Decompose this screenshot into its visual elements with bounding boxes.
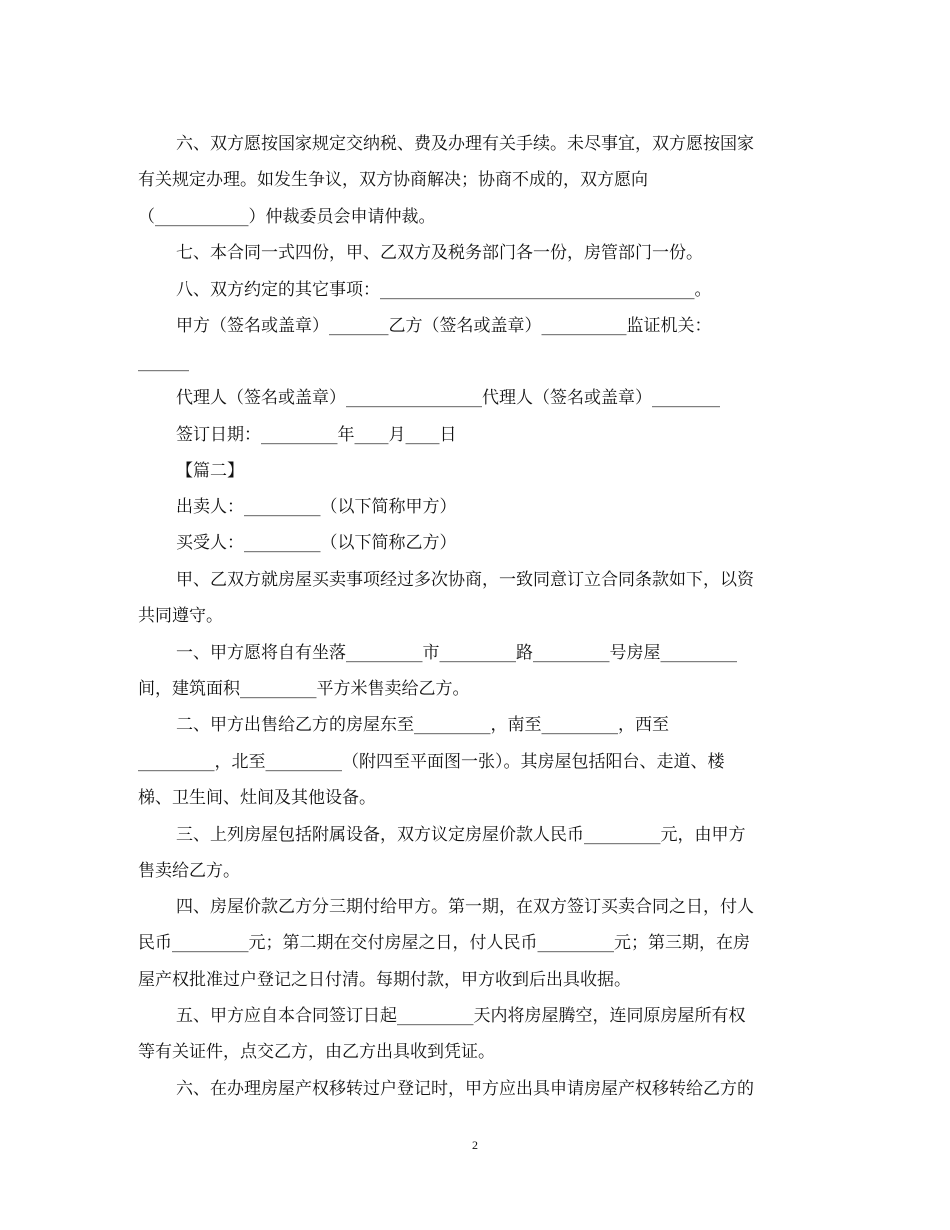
text-line: 三、上列房屋包括附属设备，双方议定房屋价款人民币_________元，由甲方 <box>176 825 746 845</box>
text-line: 六、双方愿按国家规定交纳税、费及办理有关手续。未尽事宜，双方愿按国家 <box>176 134 754 154</box>
text-line: 甲方（签名或盖章）_______乙方（签名或盖章）__________监证机关： <box>176 316 712 336</box>
text-line: 代理人（签名或盖章）________________代理人（签名或盖章）________ <box>176 388 720 408</box>
text-line: _________，北至_________（附四至平面图一张）。其房屋包括阳台、走道、楼 <box>138 752 725 772</box>
text-line: 等有关证件，点交乙方，由乙方出具收到凭证。 <box>138 1042 495 1062</box>
text-line: 买受人：_________（以下简称乙方） <box>176 533 457 553</box>
text-line: 共同遵守。 <box>138 606 223 626</box>
text-line: 有关规定办理。如发生争议，双方协商解决；协商不成的，双方愿向 <box>138 170 648 190</box>
text-line: 出卖人：_________（以下简称甲方） <box>176 497 457 517</box>
text-line: 售卖给乙方。 <box>138 861 240 881</box>
text-line: 梯、卫生间、灶间及其他设备。 <box>138 788 376 808</box>
text-line: 四、房屋价款乙方分三期付给甲方。第一期，在双方签订买卖合同之日，付人 <box>176 897 754 917</box>
text-line: 七、本合同一式四份，甲、乙双方及税务部门各一份，房管部门一份。 <box>176 243 703 263</box>
text-line: ______ <box>138 352 189 372</box>
text-line: （___________）仲裁委员会申请仲裁。 <box>138 207 436 227</box>
page-number: 2 <box>472 1138 478 1152</box>
text-line: 屋产权批准过户登记之日付清。每期付款，甲方收到后出具收据。 <box>138 970 631 990</box>
section-heading: 【篇二】 <box>176 461 244 481</box>
text-line: 八、双方约定的其它事项：_____________________________________。 <box>176 280 712 300</box>
text-line: 间，建筑面积_________平方米售卖给乙方。 <box>138 679 470 699</box>
text-line: 一、甲方愿将自有坐落_________市_________路_________号房屋_________ <box>176 643 737 663</box>
text-line: 民币_________元；第二期在交付房屋之日，付人民币_________元；第三期，在房 <box>138 933 750 953</box>
text-line: 甲、乙双方就房屋买卖事项经过多次协商，一致同意订立合同条款如下，以资 <box>176 570 754 590</box>
text-line: 二、甲方出售给乙方的房屋东至_________，南至_________，西至 <box>176 715 669 735</box>
text-line: 六、在办理房屋产权移转过户登记时，甲方应出具申请房屋产权移转给乙方的 <box>176 1079 754 1099</box>
text-line: 签订日期：_________年____月____日 <box>176 425 457 445</box>
text-line: 五、甲方应自本合同签订日起_________天内将房屋腾空，连同原房屋所有权 <box>176 1006 746 1026</box>
